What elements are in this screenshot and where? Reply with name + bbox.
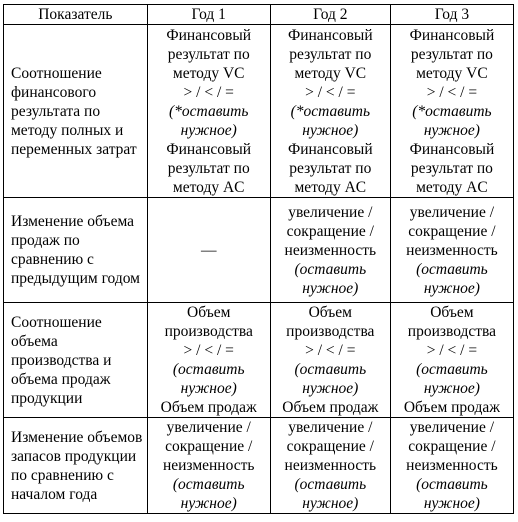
cell-bottom-text: Объем продаж bbox=[403, 399, 500, 416]
table-row bbox=[4, 303, 514, 418]
table-row bbox=[4, 25, 514, 198]
cell-note: (оставить нужное) bbox=[416, 260, 488, 297]
cell-bottom-text: Объем продаж bbox=[282, 399, 379, 416]
cell-note: (*оставить нужное) bbox=[412, 102, 492, 139]
indicator-table bbox=[3, 4, 514, 514]
row-label: Изменение объема продаж по сравнению с предыдущим годом bbox=[4, 198, 148, 303]
cell-note: (*оставить нужное) bbox=[169, 102, 249, 139]
cell-top-text: Финансовый результат по методу VC bbox=[409, 26, 495, 82]
cell-options-text: увеличение / сокращение / неизменность bbox=[406, 419, 498, 474]
row-label: Изменение объемов запасов продукции по сравнению с началом года bbox=[4, 418, 148, 514]
header-indicator: Показатель bbox=[4, 5, 148, 25]
table-header-row bbox=[4, 5, 514, 25]
table-cell bbox=[147, 303, 270, 418]
cell-top-text: Объем производства bbox=[286, 304, 375, 340]
table-cell bbox=[270, 303, 390, 418]
cell-note: (оставить нужное) bbox=[172, 476, 245, 512]
cell-comparison: > / < / = bbox=[183, 83, 234, 101]
cell-top-text: Финансовый результат по методу VC bbox=[287, 26, 373, 82]
cell-note: (оставить нужное) bbox=[172, 361, 245, 397]
table-cell bbox=[147, 198, 270, 303]
cell-options-text: увеличение / сокращение / неизменность bbox=[406, 203, 498, 259]
cell-note: (оставить нужное) bbox=[294, 361, 367, 397]
header-year-1: Год 1 bbox=[147, 5, 270, 25]
cell-comparison: > / < / = bbox=[183, 342, 234, 359]
cell-options-text: увеличение / сокращение / неизменность bbox=[284, 203, 377, 259]
table-cell bbox=[270, 25, 390, 198]
cell-note: (*оставить нужное) bbox=[290, 102, 370, 139]
cell-top-text: Объем производства bbox=[407, 304, 497, 340]
cell-bottom-text: Объем продаж bbox=[160, 399, 257, 416]
table-cell bbox=[390, 303, 513, 418]
cell-top-text: Финансовый результат по методу VC bbox=[166, 26, 252, 82]
cell-dash: — bbox=[200, 241, 217, 259]
header-year-2: Год 2 bbox=[270, 5, 390, 25]
cell-options-text: увеличение / сокращение / неизменность bbox=[284, 419, 377, 474]
table-cell bbox=[270, 198, 390, 303]
table-row bbox=[4, 418, 514, 514]
cell-note: (оставить нужное) bbox=[416, 361, 488, 397]
cell-comparison: > / < / = bbox=[305, 83, 356, 101]
table-cell bbox=[390, 198, 513, 303]
row-label: Соотношение финансового результата по методу полных и переменных затрат bbox=[4, 25, 148, 198]
cell-top-text: Объем производства bbox=[164, 304, 253, 340]
table-cell bbox=[270, 418, 390, 514]
indicator-table-container bbox=[3, 4, 514, 514]
cell-note: (оставить нужное) bbox=[294, 476, 367, 512]
cell-comparison: > / < / = bbox=[305, 342, 356, 359]
table-row bbox=[4, 198, 514, 303]
cell-comparison: > / < / = bbox=[426, 342, 478, 359]
row-label: Соотношение объема производства и объема продаж продукции bbox=[4, 303, 148, 418]
cell-bottom-text: Финансовый результат по методу AC bbox=[287, 140, 373, 196]
table-cell bbox=[390, 25, 513, 198]
table-cell bbox=[390, 418, 513, 514]
cell-bottom-text: Финансовый результат по методу AC bbox=[409, 140, 495, 196]
table-cell bbox=[147, 418, 270, 514]
table-cell bbox=[147, 25, 270, 198]
cell-comparison: > / < / = bbox=[426, 83, 478, 101]
cell-note: (оставить нужное) bbox=[294, 260, 367, 297]
cell-options-text: увеличение / сокращение / неизменность bbox=[162, 419, 255, 474]
cell-bottom-text: Финансовый результат по методу AC bbox=[166, 140, 252, 196]
header-year-3: Год 3 bbox=[390, 5, 513, 25]
cell-note: (оставить нужное) bbox=[416, 476, 488, 512]
